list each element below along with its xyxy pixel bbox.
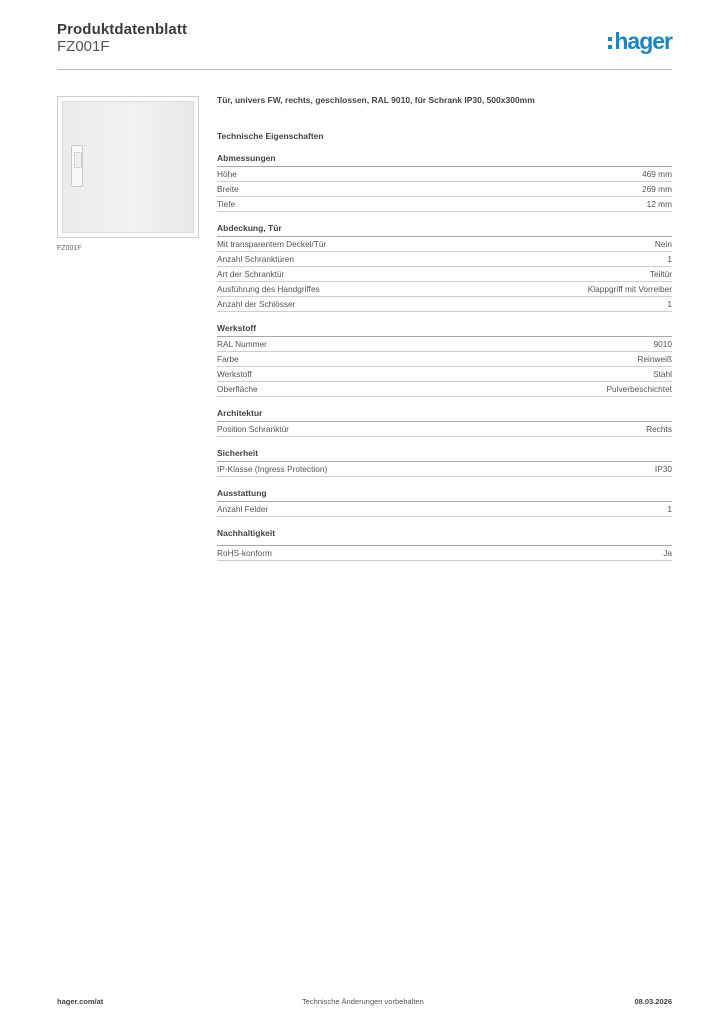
property-value: IP30 bbox=[654, 464, 672, 474]
property-label: Anzahl der Schlösser bbox=[217, 299, 296, 309]
property-label: Anzahl Felder bbox=[217, 504, 269, 514]
section-abmessungen bbox=[217, 153, 672, 212]
property-value: Teiltür bbox=[649, 269, 672, 279]
property-row bbox=[217, 337, 672, 352]
section-title: Ausstattung bbox=[217, 488, 672, 502]
section-sicherheit bbox=[217, 448, 672, 477]
section-title: Architektur bbox=[217, 408, 672, 422]
product-code: FZ001F bbox=[57, 38, 110, 55]
property-value: 9010 bbox=[653, 339, 672, 349]
footer-date: 08.03.2026 bbox=[634, 997, 672, 1006]
property-row bbox=[217, 422, 672, 437]
property-label: Oberfläche bbox=[217, 384, 258, 394]
property-value: Klappgriff mit Vorreiber bbox=[587, 284, 672, 294]
property-label: Ausführung des Handgriffes bbox=[217, 284, 320, 294]
property-value: 469 mm bbox=[642, 169, 672, 179]
property-row bbox=[217, 546, 672, 561]
logo-text: hager bbox=[614, 28, 672, 54]
property-row bbox=[217, 167, 672, 182]
property-label: Höhe bbox=[217, 169, 237, 179]
property-label: Art der Schranktür bbox=[217, 269, 285, 279]
property-row bbox=[217, 297, 672, 312]
footer-disclaimer: Technische Änderungen vorbehalten bbox=[302, 997, 424, 1006]
property-value: 269 mm bbox=[642, 184, 672, 194]
property-value: Pulverbeschichtet bbox=[606, 384, 672, 394]
property-row bbox=[217, 267, 672, 282]
section-werkstoff bbox=[217, 323, 672, 397]
product-details bbox=[217, 93, 672, 572]
section-title: Abdeckung, Tür bbox=[217, 223, 672, 237]
property-value: Nein bbox=[654, 239, 672, 249]
property-label: RAL Nummer bbox=[217, 339, 267, 349]
page-title: Produktdatenblatt bbox=[57, 21, 188, 38]
property-row bbox=[217, 502, 672, 517]
property-value: Stahl bbox=[653, 369, 672, 379]
property-label: Anzahl Schranktüren bbox=[217, 254, 295, 264]
section-title: Sicherheit bbox=[217, 448, 672, 462]
property-row bbox=[217, 182, 672, 197]
property-value: 1 bbox=[667, 254, 672, 264]
property-label: Tiefe bbox=[217, 199, 236, 209]
property-label: IP-Klasse (Ingress Protection) bbox=[217, 464, 328, 474]
property-value: 1 bbox=[667, 504, 672, 514]
property-label: Mit transparentem Deckel/Tür bbox=[217, 239, 327, 249]
property-row bbox=[217, 382, 672, 397]
section-ausstattung bbox=[217, 488, 672, 517]
product-image-caption: FZ001F bbox=[57, 245, 82, 252]
property-row bbox=[217, 237, 672, 252]
property-row bbox=[217, 282, 672, 297]
section-title: Abmessungen bbox=[217, 153, 672, 167]
property-row bbox=[217, 197, 672, 212]
product-image bbox=[57, 96, 199, 238]
property-value: Reinweiß bbox=[637, 354, 672, 364]
property-row bbox=[217, 367, 672, 382]
property-label: Werkstoff bbox=[217, 369, 252, 379]
property-label: Breite bbox=[217, 184, 239, 194]
property-label: Farbe bbox=[217, 354, 239, 364]
section-title: Nachhaltigkeit bbox=[217, 528, 672, 546]
property-row bbox=[217, 252, 672, 267]
property-value: Rechts bbox=[646, 424, 672, 434]
tech-properties-heading: Technische Eigenschaften bbox=[217, 131, 324, 141]
section-architektur bbox=[217, 408, 672, 437]
property-row bbox=[217, 352, 672, 367]
logo-dots-icon bbox=[608, 37, 612, 49]
property-label: RoHS-konform bbox=[217, 548, 272, 558]
property-value: 12 mm bbox=[646, 199, 672, 209]
page-header bbox=[57, 20, 672, 70]
property-label: Position Schranktür bbox=[217, 424, 289, 434]
hager-logo bbox=[608, 29, 672, 55]
section-abdeckung-tuer bbox=[217, 223, 672, 312]
property-value: Ja bbox=[663, 548, 672, 558]
section-title: Werkstoff bbox=[217, 323, 672, 337]
property-row bbox=[217, 462, 672, 477]
door-handle-icon bbox=[71, 145, 83, 187]
footer-website-link[interactable]: hager.com/at bbox=[57, 997, 104, 1006]
product-description: Tür, univers FW, rechts, geschlossen, RAL 9010, für Schrank IP30, 500x300mm bbox=[217, 95, 535, 105]
section-nachhaltigkeit bbox=[217, 528, 672, 561]
door-panel-icon bbox=[62, 101, 194, 233]
property-value: 1 bbox=[667, 299, 672, 309]
